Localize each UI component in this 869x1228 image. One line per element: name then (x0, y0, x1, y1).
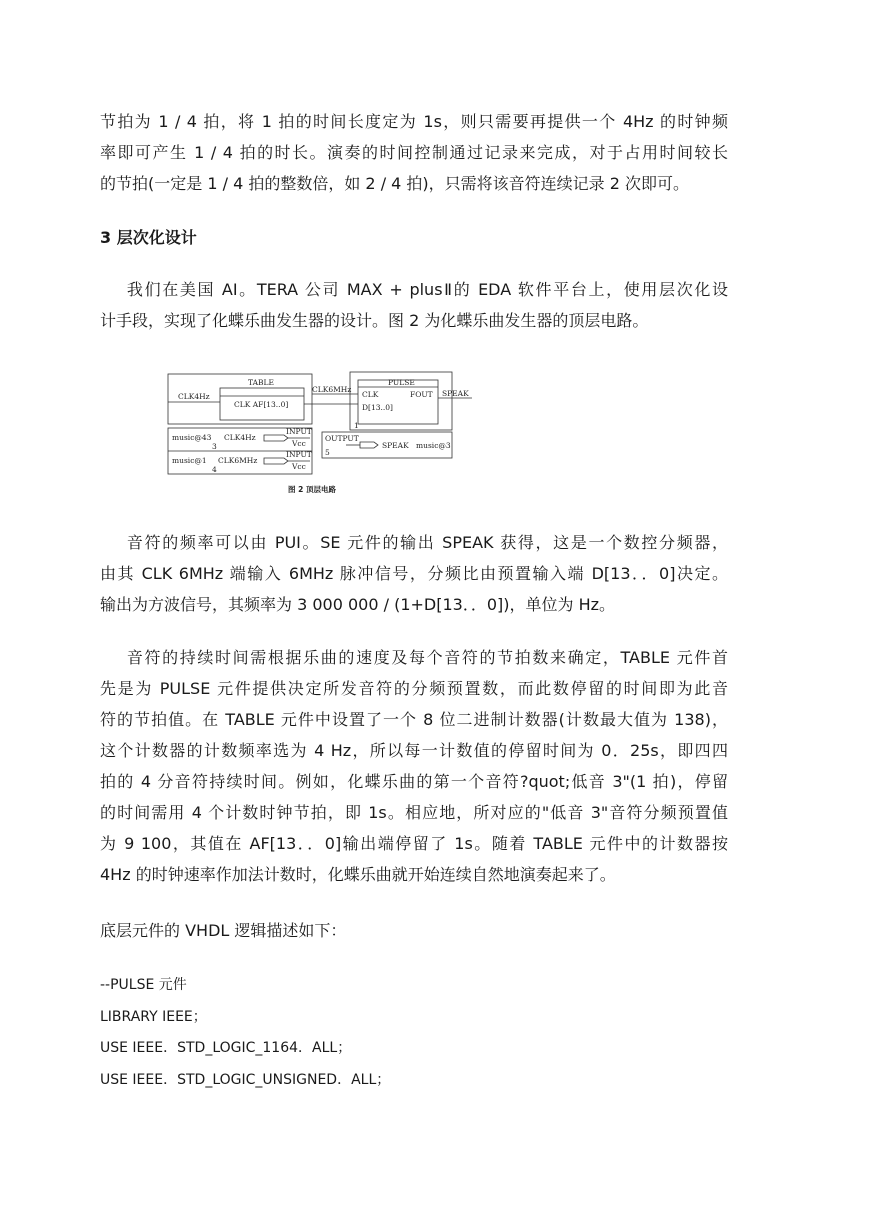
pulse-num: 1 (354, 421, 359, 430)
input1-port: CLK4Hz (224, 433, 256, 442)
clk6-label: CLK6MHz (312, 385, 352, 394)
paragraph-intro (100, 106, 728, 199)
table-port: CLK AF[13..0] (234, 400, 289, 409)
input2-vcc: Vcc (292, 462, 306, 471)
text-line: 率即可产生 1 / 4 拍的时长。演奏的时间控制通过记录来完成，对于占用时间较长 (100, 143, 728, 162)
input1-type: INPUT (286, 427, 312, 436)
text-line: 底层元件的 VHDL 逻辑描述如下： (100, 921, 347, 940)
paragraph-duration (100, 642, 728, 890)
output-name: music@3 (416, 441, 451, 450)
section-heading: 3 层次化设计 (100, 228, 197, 247)
input1-num: 3 (212, 442, 217, 451)
circuit-diagram (160, 366, 480, 504)
text-line: 4Hz 的时钟速率作加法计数时，化蝶乐曲就开始连续自然地演奏起来了。 (100, 865, 616, 884)
input1-name: music@43 (172, 433, 212, 442)
text-line: 节拍为 1 / 4 拍，将 1 拍的时间长度定为 1s，则只需要再提供一个 4Hz 的时钟频 (100, 112, 728, 131)
code-line: USE IEEE．STD_LOGIC_UNSIGNED．ALL； (100, 1071, 391, 1088)
text-line: 为 9 100，其值在 AF[13．．0]输出端停留了 1s。随着 TABLE 元件中的计数器按 (100, 834, 728, 853)
text-line: 的时间需用 4 个计数时钟节拍，即 1s。相应地，所对应的"低音 3"音符分频预置值 (100, 803, 728, 822)
clk4-label: CLK4Hz (178, 392, 210, 401)
pulse-clk: CLK (362, 390, 379, 399)
code-line: LIBRARY IEEE； (100, 1008, 207, 1025)
input2-name: music@1 (172, 456, 207, 465)
figure-caption: 图 2 顶层电路 (288, 485, 336, 494)
paragraph-vhdl-intro (100, 915, 728, 946)
text-line: 符的节拍值。在 TABLE 元件中设置了一个 8 位二进制计数器(计数最大值为 138)， (100, 710, 728, 729)
output-num: 5 (325, 448, 330, 457)
text-line: 由其 CLK 6MHz 端输入 6MHz 脉冲信号，分频比由预置输入端 D[13．．0]决定。 (100, 564, 728, 583)
text-line: 音符的持续时间需根据乐曲的速度及每个音符的节拍数来确定，TABLE 元件首 (100, 648, 728, 667)
table-title: TABLE (248, 378, 274, 387)
text-line: 输出为方波信号，其频率为 3 000 000 / (1+D[13．．0])，单位为 Hz。 (100, 595, 616, 614)
paragraph-frequency (100, 527, 728, 620)
input2-type: INPUT (286, 450, 312, 459)
pulse-fout: FOUT (410, 390, 433, 399)
code-line: USE IEEE．STD_LOGIC_1164．ALL； (100, 1040, 352, 1056)
output-type: OUTPUT (325, 434, 359, 443)
input2-port: CLK6MHz (218, 456, 258, 465)
circuit-figure (160, 366, 480, 504)
input1-vcc: Vcc (292, 439, 306, 448)
text-line: 我们在美国 AI。TERA 公司 MAX + plusⅡ的 EDA 软件平台上，使用层次化设 (100, 280, 728, 299)
code-block (100, 970, 390, 1096)
text-line: 计手段，实现了化蝶乐曲发生器的设计。图 2 为化蝶乐曲发生器的顶层电路。 (100, 311, 649, 330)
pulse-title: PULSE (388, 378, 415, 387)
speak-label: SPEAK (442, 389, 469, 398)
code-line: --PULSE 元件 (100, 977, 187, 993)
pulse-d: D[13..0] (362, 403, 393, 412)
input2-num: 4 (212, 465, 217, 474)
text-line: 音符的频率可以由 PUI。SE 元件的输出 SPEAK 获得，这是一个数控分频器， (100, 533, 728, 552)
text-line: 的节拍(一定是 1 / 4 拍的整数倍，如 2 / 4 拍)，只需将该音符连续记录 2 次即可。 (100, 174, 690, 193)
text-line: 拍的 4 分音符持续时间。例如，化蝶乐曲的第一个音符?quot;低音 3"(1 拍)，停留 (100, 772, 728, 791)
output-port: SPEAK (382, 441, 409, 450)
paragraph-design (100, 274, 728, 336)
text-line: 先是为 PULSE 元件提供决定所发音符的分频预置数，而此数停留的时间即为此音 (100, 679, 728, 698)
text-line: 这个计数器的计数频率选为 4 Hz，所以每一计数值的停留时间为 0．25s，即四四 (100, 741, 728, 760)
